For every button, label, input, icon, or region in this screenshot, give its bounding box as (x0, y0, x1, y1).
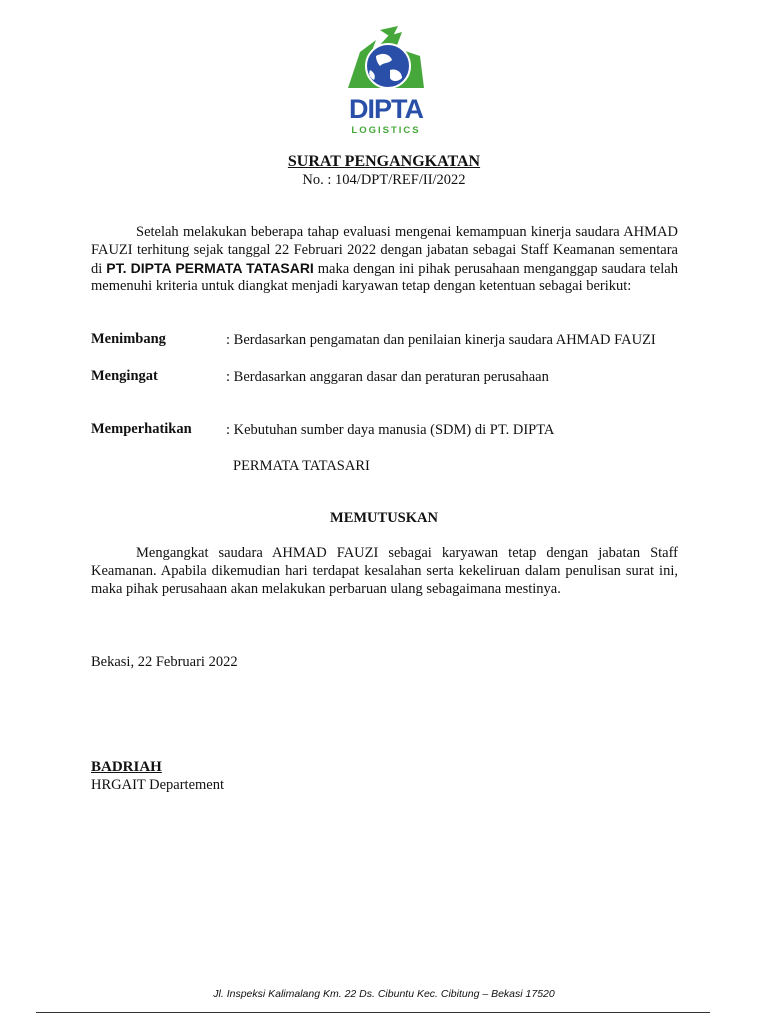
mengingat-value: : Berdasarkan anggaran dasar dan peraturan perusahaan (226, 369, 549, 385)
logo-wordmark: DIPTA (349, 94, 423, 124)
footer-address: Jl. Inspeksi Kalimalang Km. 22 Ds. Cibuntu Kec. Cibitung – Bekasi 17520 (213, 988, 555, 1000)
mengingat-label: Mengingat (91, 368, 158, 384)
intro-text-before: Setelah melakukan beberapa tahap evaluasi mengenai kemampuan kinerja saudara AHMAD FAUZI terhitung sejak tanggal 22 Februari 2022 dengan jabatan sebagai Staff Keamanan sementara di (91, 224, 678, 277)
signer-name: BADRIAH (91, 759, 162, 775)
signer-department: HRGAIT Departement (91, 777, 225, 793)
menimbang-value: : Berdasarkan pengamatan dan penilaian kinerja saudara AHMAD FAUZI (226, 332, 656, 348)
memperhatikan-continuation: PERMATA TATASARI (233, 458, 370, 474)
place-date: Bekasi, 22 Februari 2022 (91, 654, 238, 670)
company-logo (340, 26, 432, 138)
decision-paragraph (91, 545, 678, 598)
menimbang-label: Menimbang (91, 331, 166, 347)
letter-title: SURAT PENGANGKATAN (287, 153, 481, 170)
globe-arrow-icon (340, 26, 432, 96)
memperhatikan-label: Memperhatikan (91, 421, 192, 437)
company-name: PT. DIPTA PERMATA TATASARI (106, 259, 314, 276)
footer-divider (36, 1012, 710, 1013)
intro-paragraph (91, 224, 678, 296)
letter-number: No. : 104/DPT/REF/II/2022 (302, 172, 466, 188)
memperhatikan-value: : Kebutuhan sumber daya manusia (SDM) di PT. DIPTA (226, 422, 555, 438)
decision-text: Mengangkat saudara AHMAD FAUZI sebagai karyawan tetap dengan jabatan Staff Keamanan. Apabila dikemudian hari terdapat kesalahan serta kekeliruan dalam penulisan surat ini, maka pihak perusahaan akan melakukan perbaruan ulang sebagaimana mestinya. (91, 545, 678, 597)
logo-subtitle: LOGISTICS (351, 125, 421, 136)
decision-heading: MEMUTUSKAN (330, 510, 438, 526)
intro-text-after: maka dengan ini pihak perusahaan menganggap saudara telah memenuhi kriteria untuk diangkat menjadi karyawan tetap dengan ketentuan sebagai berikut: (91, 260, 678, 295)
